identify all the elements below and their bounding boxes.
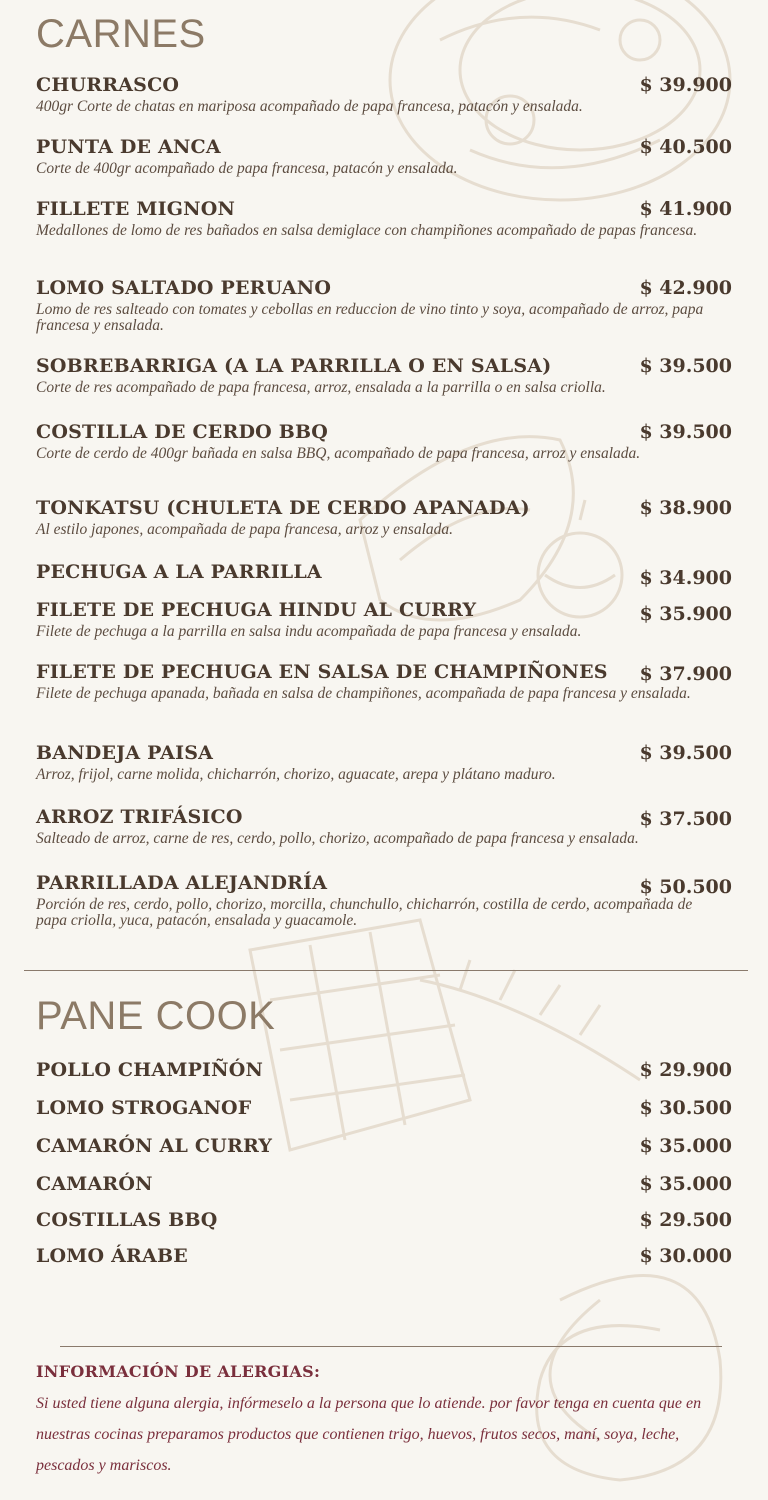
menu-item bbox=[36, 1059, 736, 1081]
menu-item-description: Corte de res acompañado de papa francesa, arroz, ensalada a la parrilla o en salsa criolla. bbox=[36, 379, 606, 396]
menu-item bbox=[36, 136, 736, 177]
menu-item-name: CHURRASCO bbox=[36, 74, 180, 96]
menu-item-description: Lomo de res salteado con tomates y cebollas en reduccion de vino tinto y soya, acompañado de arroz, papa francesa y ensalada. bbox=[36, 301, 704, 334]
menu-item-description: Corte de cerdo de 400gr bañada en salsa BBQ, acompañado de papa francesa, arroz y ensalada. bbox=[36, 445, 641, 462]
menu-item-price: $ 29.900 bbox=[639, 1059, 732, 1081]
menu-item-name: POLLO CHAMPIÑÓN bbox=[36, 1059, 264, 1081]
menu-item bbox=[36, 421, 736, 462]
menu-item-price: $ 41.900 bbox=[639, 198, 732, 220]
menu-item-price: $ 34.900 bbox=[639, 567, 732, 589]
menu-item-price: $ 39.500 bbox=[639, 355, 732, 377]
menu-item-price: $ 35.000 bbox=[639, 1173, 732, 1195]
menu-item bbox=[36, 742, 736, 783]
menu-item-price: $ 39.500 bbox=[639, 421, 732, 443]
menu-item-name: CAMARÓN bbox=[36, 1173, 153, 1195]
menu-item bbox=[36, 355, 736, 396]
menu-item-price: $ 35.900 bbox=[639, 603, 732, 625]
carnes-title: CARNES bbox=[36, 12, 206, 56]
menu-item-name: ARROZ TRIFÁSICO bbox=[36, 806, 243, 828]
menu-item-price: $ 39.900 bbox=[639, 74, 732, 96]
menu-item bbox=[36, 661, 736, 702]
menu-item bbox=[36, 198, 736, 239]
menu-item-name: FILETE DE PECHUGA HINDU AL CURRY bbox=[36, 599, 477, 621]
menu-item-description: Porción de res, cerdo, pollo, chorizo, morcilla, chunchullo, chicharrón, costilla de cerdo, acompañada de papa criolla, yuca, patacón, ensalada y guacamole. bbox=[36, 896, 693, 929]
allergy-text: Si usted tiene alguna alergia, infórmeselo a la persona que lo atiende. por favor tenga en cuenta que en nuestras cocinas preparamos productos que contienen trigo, huevos, frutos secos, maní, soya, leche, pescados y mariscos. bbox=[36, 1395, 702, 1474]
menu-item-price: $ 29.500 bbox=[639, 1209, 732, 1231]
menu-item bbox=[36, 599, 736, 640]
pane-cook-title: PANE COOK bbox=[36, 994, 276, 1038]
menu-item-description: Corte de 400gr acompañado de papa francesa, patacón y ensalada. bbox=[36, 160, 458, 177]
menu-item-name: COSTILLAS BBQ bbox=[36, 1209, 218, 1231]
menu-item bbox=[36, 561, 736, 589]
menu-item-name: LOMO SALTADO PERUANO bbox=[36, 277, 332, 299]
menu-item-description: Filete de pechuga a la parrilla en salsa indu acompañada de papa francesa y ensalada. bbox=[36, 623, 582, 640]
menu-item bbox=[36, 1209, 736, 1231]
menu-item-name: PARRILLADA ALEJANDRÍA bbox=[36, 872, 328, 894]
menu-item bbox=[36, 806, 736, 847]
menu-item-name: FILETE DE PECHUGA EN SALSA DE CHAMPIÑONES bbox=[36, 661, 608, 683]
menu-item bbox=[36, 277, 736, 334]
menu-item bbox=[36, 1173, 736, 1195]
menu-item-price: $ 39.500 bbox=[639, 742, 732, 764]
menu-item-price: $ 37.900 bbox=[639, 663, 732, 685]
menu-item-name: PUNTA DE ANCA bbox=[36, 136, 221, 158]
menu-item-name: LOMO ÁRABE bbox=[36, 1245, 188, 1267]
menu-item-description: 400gr Corte de chatas en mariposa acompañado de papa francesa, patacón y ensalada. bbox=[36, 98, 583, 115]
section-divider bbox=[24, 970, 748, 971]
menu-item-name: TONKATSU (CHULETA DE CERDO APANADA) bbox=[36, 497, 530, 519]
menu-item bbox=[36, 1135, 736, 1157]
menu-item-name: LOMO STROGANOF bbox=[36, 1097, 252, 1119]
menu-item-name: SOBREBARRIGA (A LA PARRILLA O EN SALSA) bbox=[36, 355, 552, 377]
menu-item-description: Al estilo japones, acompañada de papa francesa, arroz y ensalada. bbox=[36, 521, 454, 538]
menu-item-price: $ 40.500 bbox=[639, 136, 732, 158]
menu-item bbox=[36, 1097, 736, 1119]
menu-item-price: $ 30.000 bbox=[639, 1245, 732, 1267]
menu-item-name: BANDEJA PAISA bbox=[36, 742, 214, 764]
menu-item-name: FILLETE MIGNON bbox=[36, 198, 236, 220]
menu-item bbox=[36, 497, 736, 538]
menu-item-name: COSTILLA DE CERDO BBQ bbox=[36, 421, 328, 443]
menu-item bbox=[36, 1245, 736, 1267]
menu-item-price: $ 35.000 bbox=[639, 1135, 732, 1157]
allergy-divider bbox=[60, 1346, 722, 1347]
menu-item-name: PECHUGA A LA PARRILLA bbox=[36, 561, 322, 583]
menu-item-price: $ 38.900 bbox=[639, 497, 732, 519]
menu-item-name: CAMARÓN AL CURRY bbox=[36, 1135, 273, 1157]
menu-item-price: $ 37.500 bbox=[639, 808, 732, 830]
menu-item-description: Salteado de arroz, carne de res, cerdo, pollo, chorizo, acompañado de papa francesa y ensalada. bbox=[36, 830, 639, 847]
allergy-title: INFORMACIÓN DE ALERGIAS: bbox=[36, 1362, 321, 1381]
menu-item bbox=[36, 872, 736, 929]
menu-item bbox=[36, 74, 736, 115]
menu-item-price: $ 30.500 bbox=[639, 1097, 732, 1119]
menu-item-price: $ 50.500 bbox=[639, 876, 732, 898]
menu-item-description: Arroz, frijol, carne molida, chicharrón, chorizo, aguacate, arepa y plátano maduro. bbox=[36, 766, 556, 783]
menu-item-description: Medallones de lomo de res bañados en salsa demiglace con champiñones acompañado de papas francesa. bbox=[36, 222, 698, 239]
menu-item-description: Filete de pechuga apanada, bañada en salsa de champiñones, acompañada de papa francesa y ensalada. bbox=[36, 685, 691, 702]
menu-item-price: $ 42.900 bbox=[639, 277, 732, 299]
